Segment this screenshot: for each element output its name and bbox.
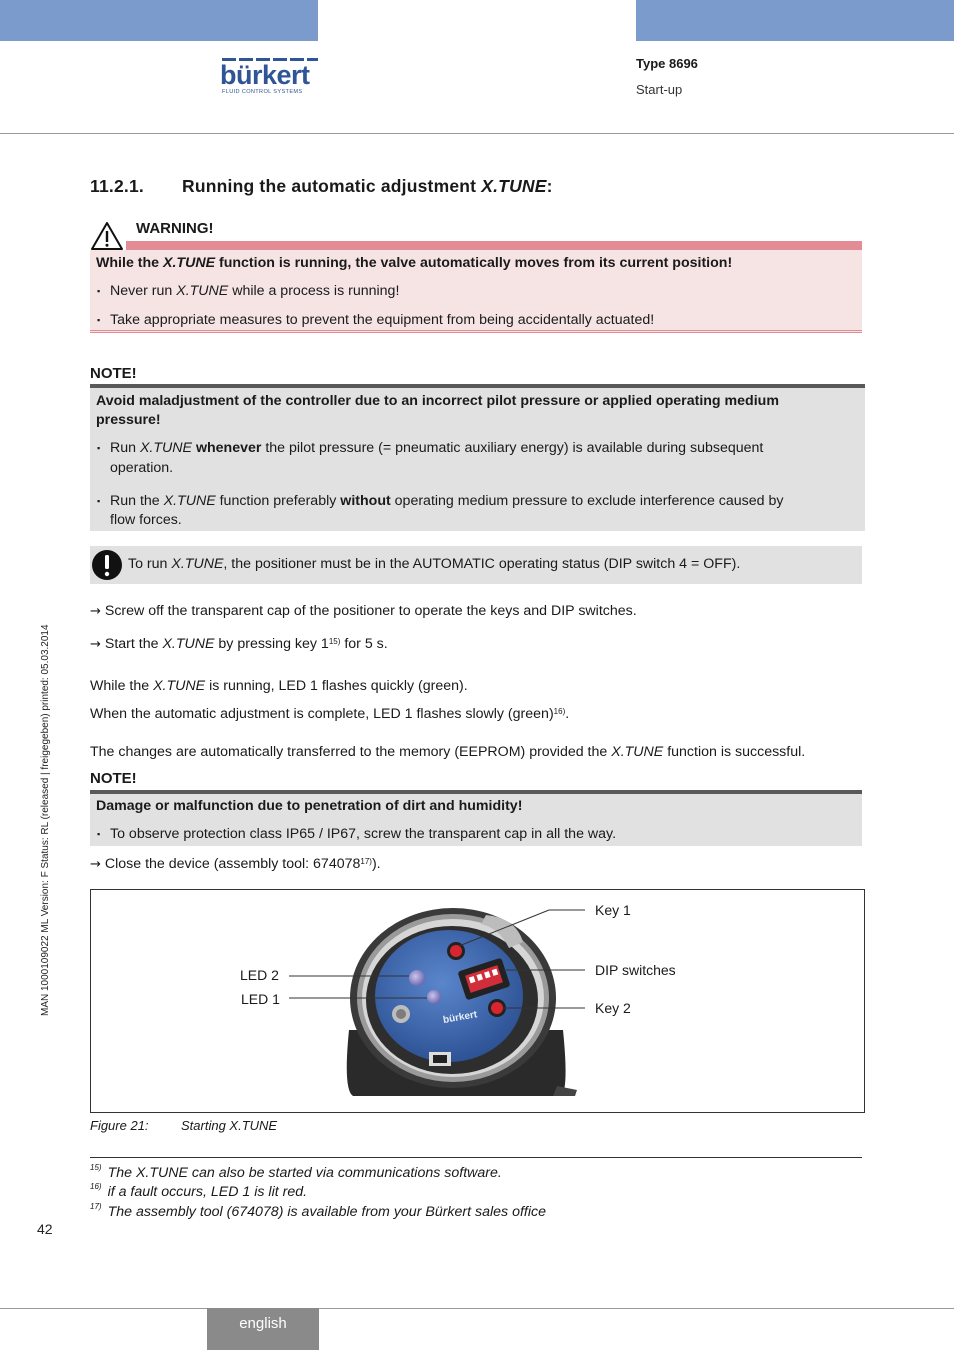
info-box xyxy=(90,546,862,584)
note2-lead: Damage or malfunction due to penetration of dirt and humidity! xyxy=(96,798,523,814)
footer-divider xyxy=(0,1308,954,1309)
warning-triangle-icon xyxy=(90,221,124,251)
step-start-xtune: → Start the X.TUNE by pressing key 1$^{15)}$ for 5 s. xyxy=(90,636,388,652)
label-key1: Key 1 xyxy=(595,902,631,918)
warning-bullet-2: ▪ Take appropriate measures to prevent the equipment from being accidentally actuated! xyxy=(110,310,654,330)
warning-bar xyxy=(126,241,862,250)
note-box-1 xyxy=(90,388,865,531)
note2-bullet: ▪ To observe protection class IP65 / IP67, screw the transparent cap in all the way. xyxy=(110,824,616,844)
doc-section-name: Start-up xyxy=(636,82,683,97)
step-unscrew-cap: → Screw off the transparent cap of the positioner to operate the keys and DIP switches. xyxy=(90,603,637,619)
figure-box xyxy=(90,889,865,1113)
section-title: Running the automatic adjustment xyxy=(182,176,482,196)
warning-box xyxy=(90,250,862,333)
led-2 xyxy=(409,970,425,986)
logo-subtext: FLUID CONTROL SYSTEMS xyxy=(222,89,303,95)
note1-bullet-2: ▪ Run the X.TUNE function preferably without operating medium pressure to exclude interference caused by xyxy=(110,491,783,511)
side-document-info: MAN 1000109022 ML Version: F Status: RL (released | freigegeben) printed: 05.03.2014 xyxy=(40,624,51,1016)
footnote-divider xyxy=(90,1157,862,1158)
positioner-illustration xyxy=(91,890,864,1112)
page-number: 42 xyxy=(37,1221,53,1237)
section-title-xtune: X.TUNE xyxy=(481,176,547,196)
header-bar-right xyxy=(636,0,954,41)
note1-bullet-2-line2: flow forces. xyxy=(110,512,182,528)
led-1 xyxy=(427,990,441,1004)
warning-bullet-1: ▪ Never run X.TUNE while a process is running! xyxy=(110,281,399,301)
note1-bullet-1: ▪ Run X.TUNE whenever the pilot pressure (= pneumatic auxiliary energy) is available during subsequent xyxy=(110,438,763,458)
device-brand-text: bürkert xyxy=(442,1009,479,1027)
label-dip-switches: DIP switches xyxy=(595,962,676,978)
key-2-button[interactable] xyxy=(491,1002,503,1014)
info-text: To run X.TUNE, the positioner must be in the AUTOMATIC operating status (DIP switch 4 = OFF). xyxy=(128,556,741,572)
language-tab: english xyxy=(207,1308,319,1350)
warning-title: WARNING! xyxy=(136,220,214,237)
body-line-1: While the X.TUNE is running, LED 1 flashes quickly (green). xyxy=(90,678,468,694)
key-1-button[interactable] xyxy=(450,945,462,957)
footnote-17: $^{17)}$ The assembly tool (674078) is available from your Bürkert sales office xyxy=(90,1202,546,1220)
label-led1: LED 1 xyxy=(241,991,280,1007)
section-title-colon: : xyxy=(546,176,553,196)
note1-bullet-1-line2: operation. xyxy=(110,460,174,476)
body-line-3: The changes are automatically transferred to the memory (EEPROM) provided the X.TUNE function is successful. xyxy=(90,744,806,760)
warning-lead: While the X.TUNE function is running, the valve automatically moves from its current position! xyxy=(96,255,733,271)
label-led2: LED 2 xyxy=(240,967,279,983)
note-title-2: NOTE! xyxy=(90,770,137,787)
note-box-2 xyxy=(90,794,862,846)
body-line-2: When the automatic adjustment is complete, LED 1 flashes slowly (green)$^{16)}$. xyxy=(90,706,570,722)
footnote-15: $^{15)}$ The X.TUNE can also be started via communications software. xyxy=(90,1163,502,1181)
header-bar-left xyxy=(0,0,318,41)
exclamation-icon xyxy=(91,548,123,582)
section-number: 11.2.1. xyxy=(90,176,144,196)
burkert-logo xyxy=(220,58,320,98)
logo-word: bürkert xyxy=(220,60,310,90)
header-divider xyxy=(0,133,954,134)
figure-caption: Figure 21: Starting X.TUNE xyxy=(90,1118,278,1133)
note1-lead-line1: Avoid maladjustment of the controller due to an incorrect pilot pressure or applied operating medium xyxy=(96,393,779,409)
note-title-1: NOTE! xyxy=(90,365,137,382)
label-key2: Key 2 xyxy=(595,1000,631,1016)
footnote-16: $^{16)}$ if a fault occurs, LED 1 is lit red. xyxy=(90,1182,308,1200)
doc-type: Type 8696 xyxy=(636,56,698,71)
section-heading xyxy=(90,176,553,197)
note1-lead-line2: pressure! xyxy=(96,412,161,428)
step-close-device: → Close the device (assembly tool: 674078$^{17)}$). xyxy=(90,856,381,872)
